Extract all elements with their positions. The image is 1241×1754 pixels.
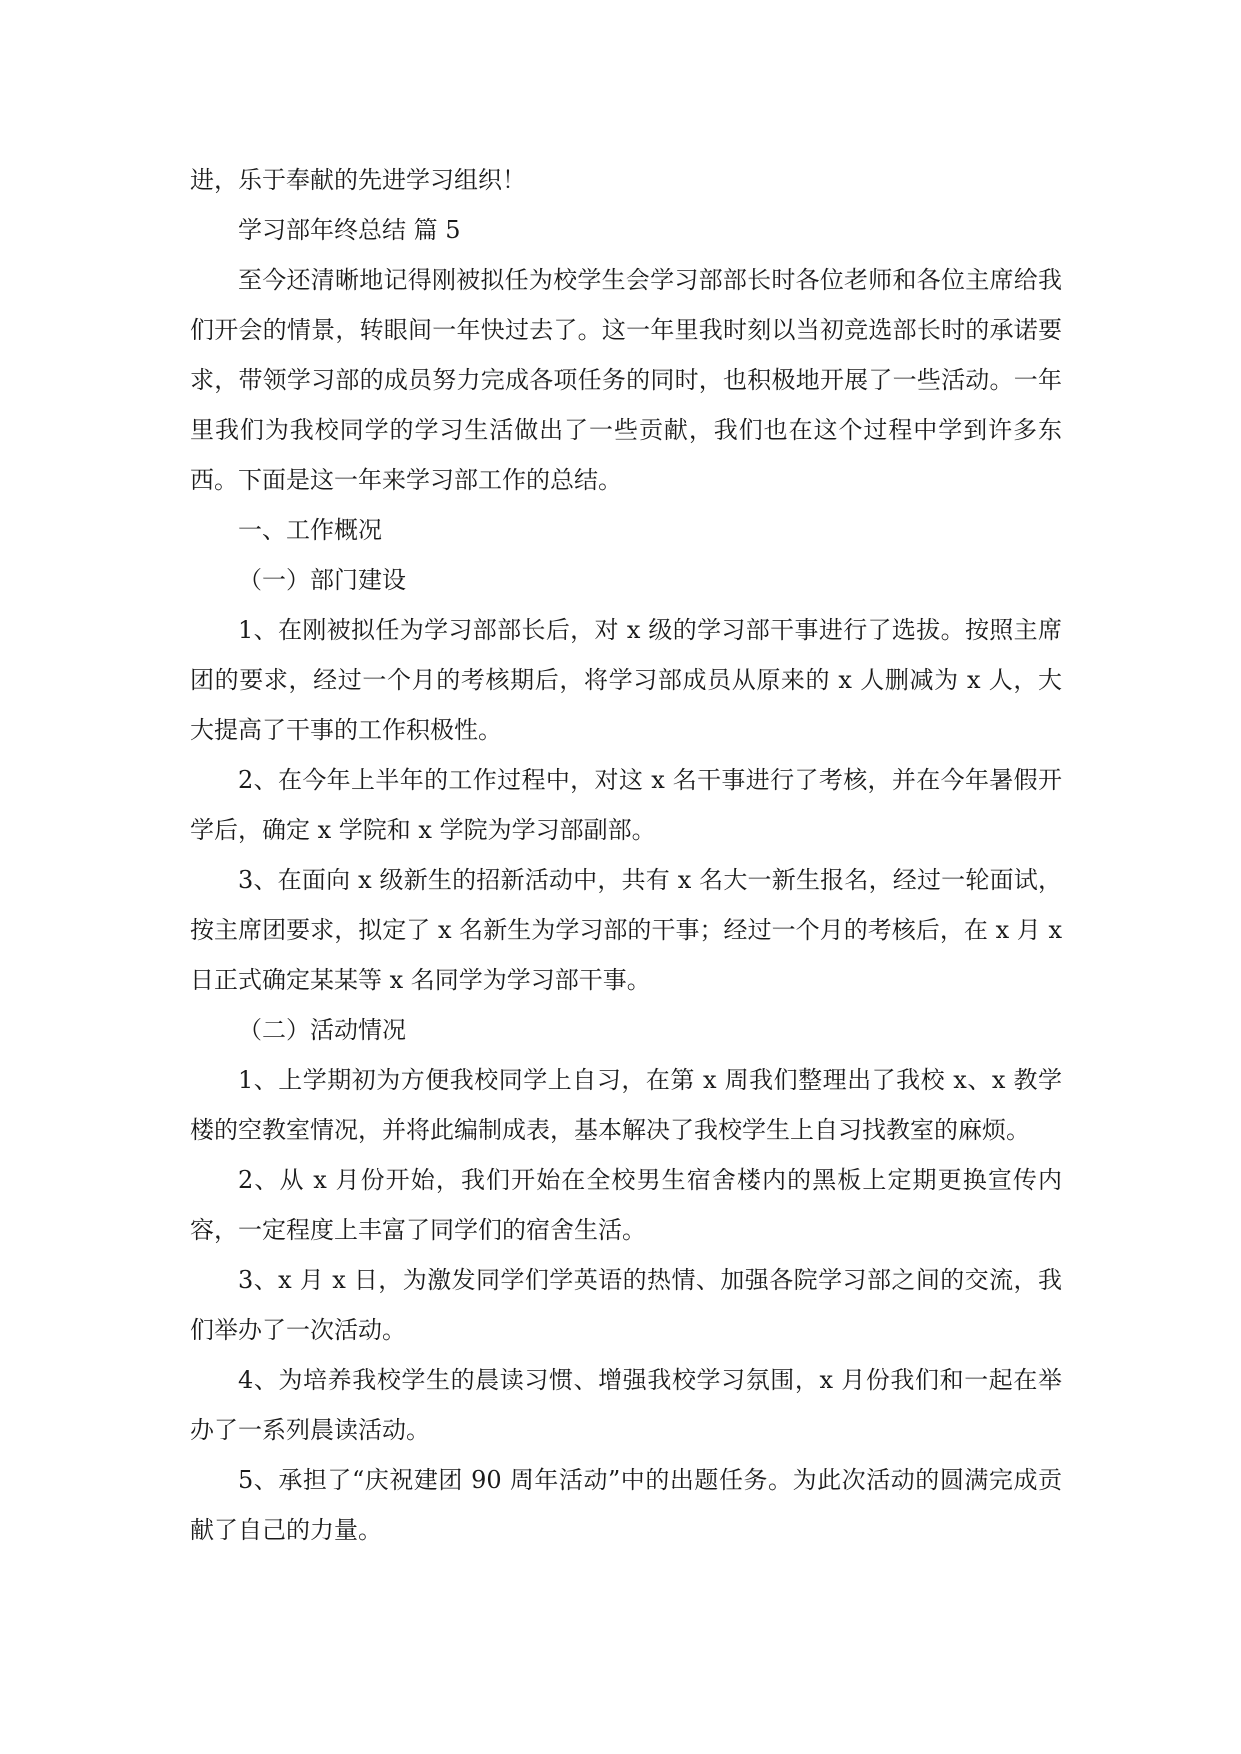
paragraph-item: 3、x 月 x 日，为激发同学们学英语的热情、加强各院学习部之间的交流，我们举办了一次活动。 <box>190 1266 1062 1344</box>
paragraph-item: 1、上学期初为方便我校同学上自习，在第 x 周我们整理出了我校 x、x 教学楼的空教室情况，并将此编制成表，基本解决了我校学生上自习找教室的麻烦。 <box>190 1066 1062 1144</box>
paragraph-item: 2、在今年上半年的工作过程中，对这 x 名干事进行了考核，并在今年暑假开学后，确定 x 学院和 x 学院为学习部副部。 <box>190 766 1062 844</box>
document-body <box>190 155 1062 1555</box>
paragraph-item: 3、在面向 x 级新生的招新活动中，共有 x 名大一新生报名，经过一轮面试，按主席团要求，拟定了 x 名新生为学习部的干事；经过一个月的考核后，在 x 月 x 日正式确定某某等 x 名同学为学习部干事。 <box>190 866 1062 994</box>
paragraph-item: 5、承担了“庆祝建团 90 周年活动”中的出题任务。为此次活动的圆满完成贡献了自己的力量。 <box>190 1466 1062 1544</box>
paragraph-continuation: 进，乐于奉献的先进学习组织！ <box>190 166 526 194</box>
heading-work-overview: 一、工作概况 <box>238 516 382 544</box>
paragraph-intro: 至今还清晰地记得刚被拟任为校学生会学习部部长时各位老师和各位主席给我们开会的情景，转眼间一年快过去了。这一年里我时刻以当初竞选部长时的承诺要求，带领学习部的成员努力完成各项任务的同时，也积极地开展了一些活动。一年里我们为我校同学的学习生活做出了一些贡献，我们也在这个过程中学到许多东西。下面是这一年来学习部工作的总结。 <box>190 266 1062 494</box>
paragraph-item: 4、为培养我校学生的晨读习惯、增强我校学习氛围，x 月份我们和一起在举办了一系列晨读活动。 <box>190 1366 1062 1444</box>
paragraph-item: 2、从 x 月份开始，我们开始在全校男生宿舍楼内的黑板上定期更换宣传内容，一定程度上丰富了同学们的宿舍生活。 <box>190 1166 1062 1244</box>
heading-activities: （二）活动情况 <box>238 1016 406 1044</box>
section-title: 学习部年终总结 篇 5 <box>238 216 461 244</box>
paragraph-item: 1、在刚被拟任为学习部部长后，对 x 级的学习部干事进行了选拔。按照主席团的要求，经过一个月的考核期后，将学习部成员从原来的 x 人删减为 x 人，大大提高了干事的工作积极性。 <box>190 616 1062 744</box>
heading-department-building: （一）部门建设 <box>238 566 406 594</box>
